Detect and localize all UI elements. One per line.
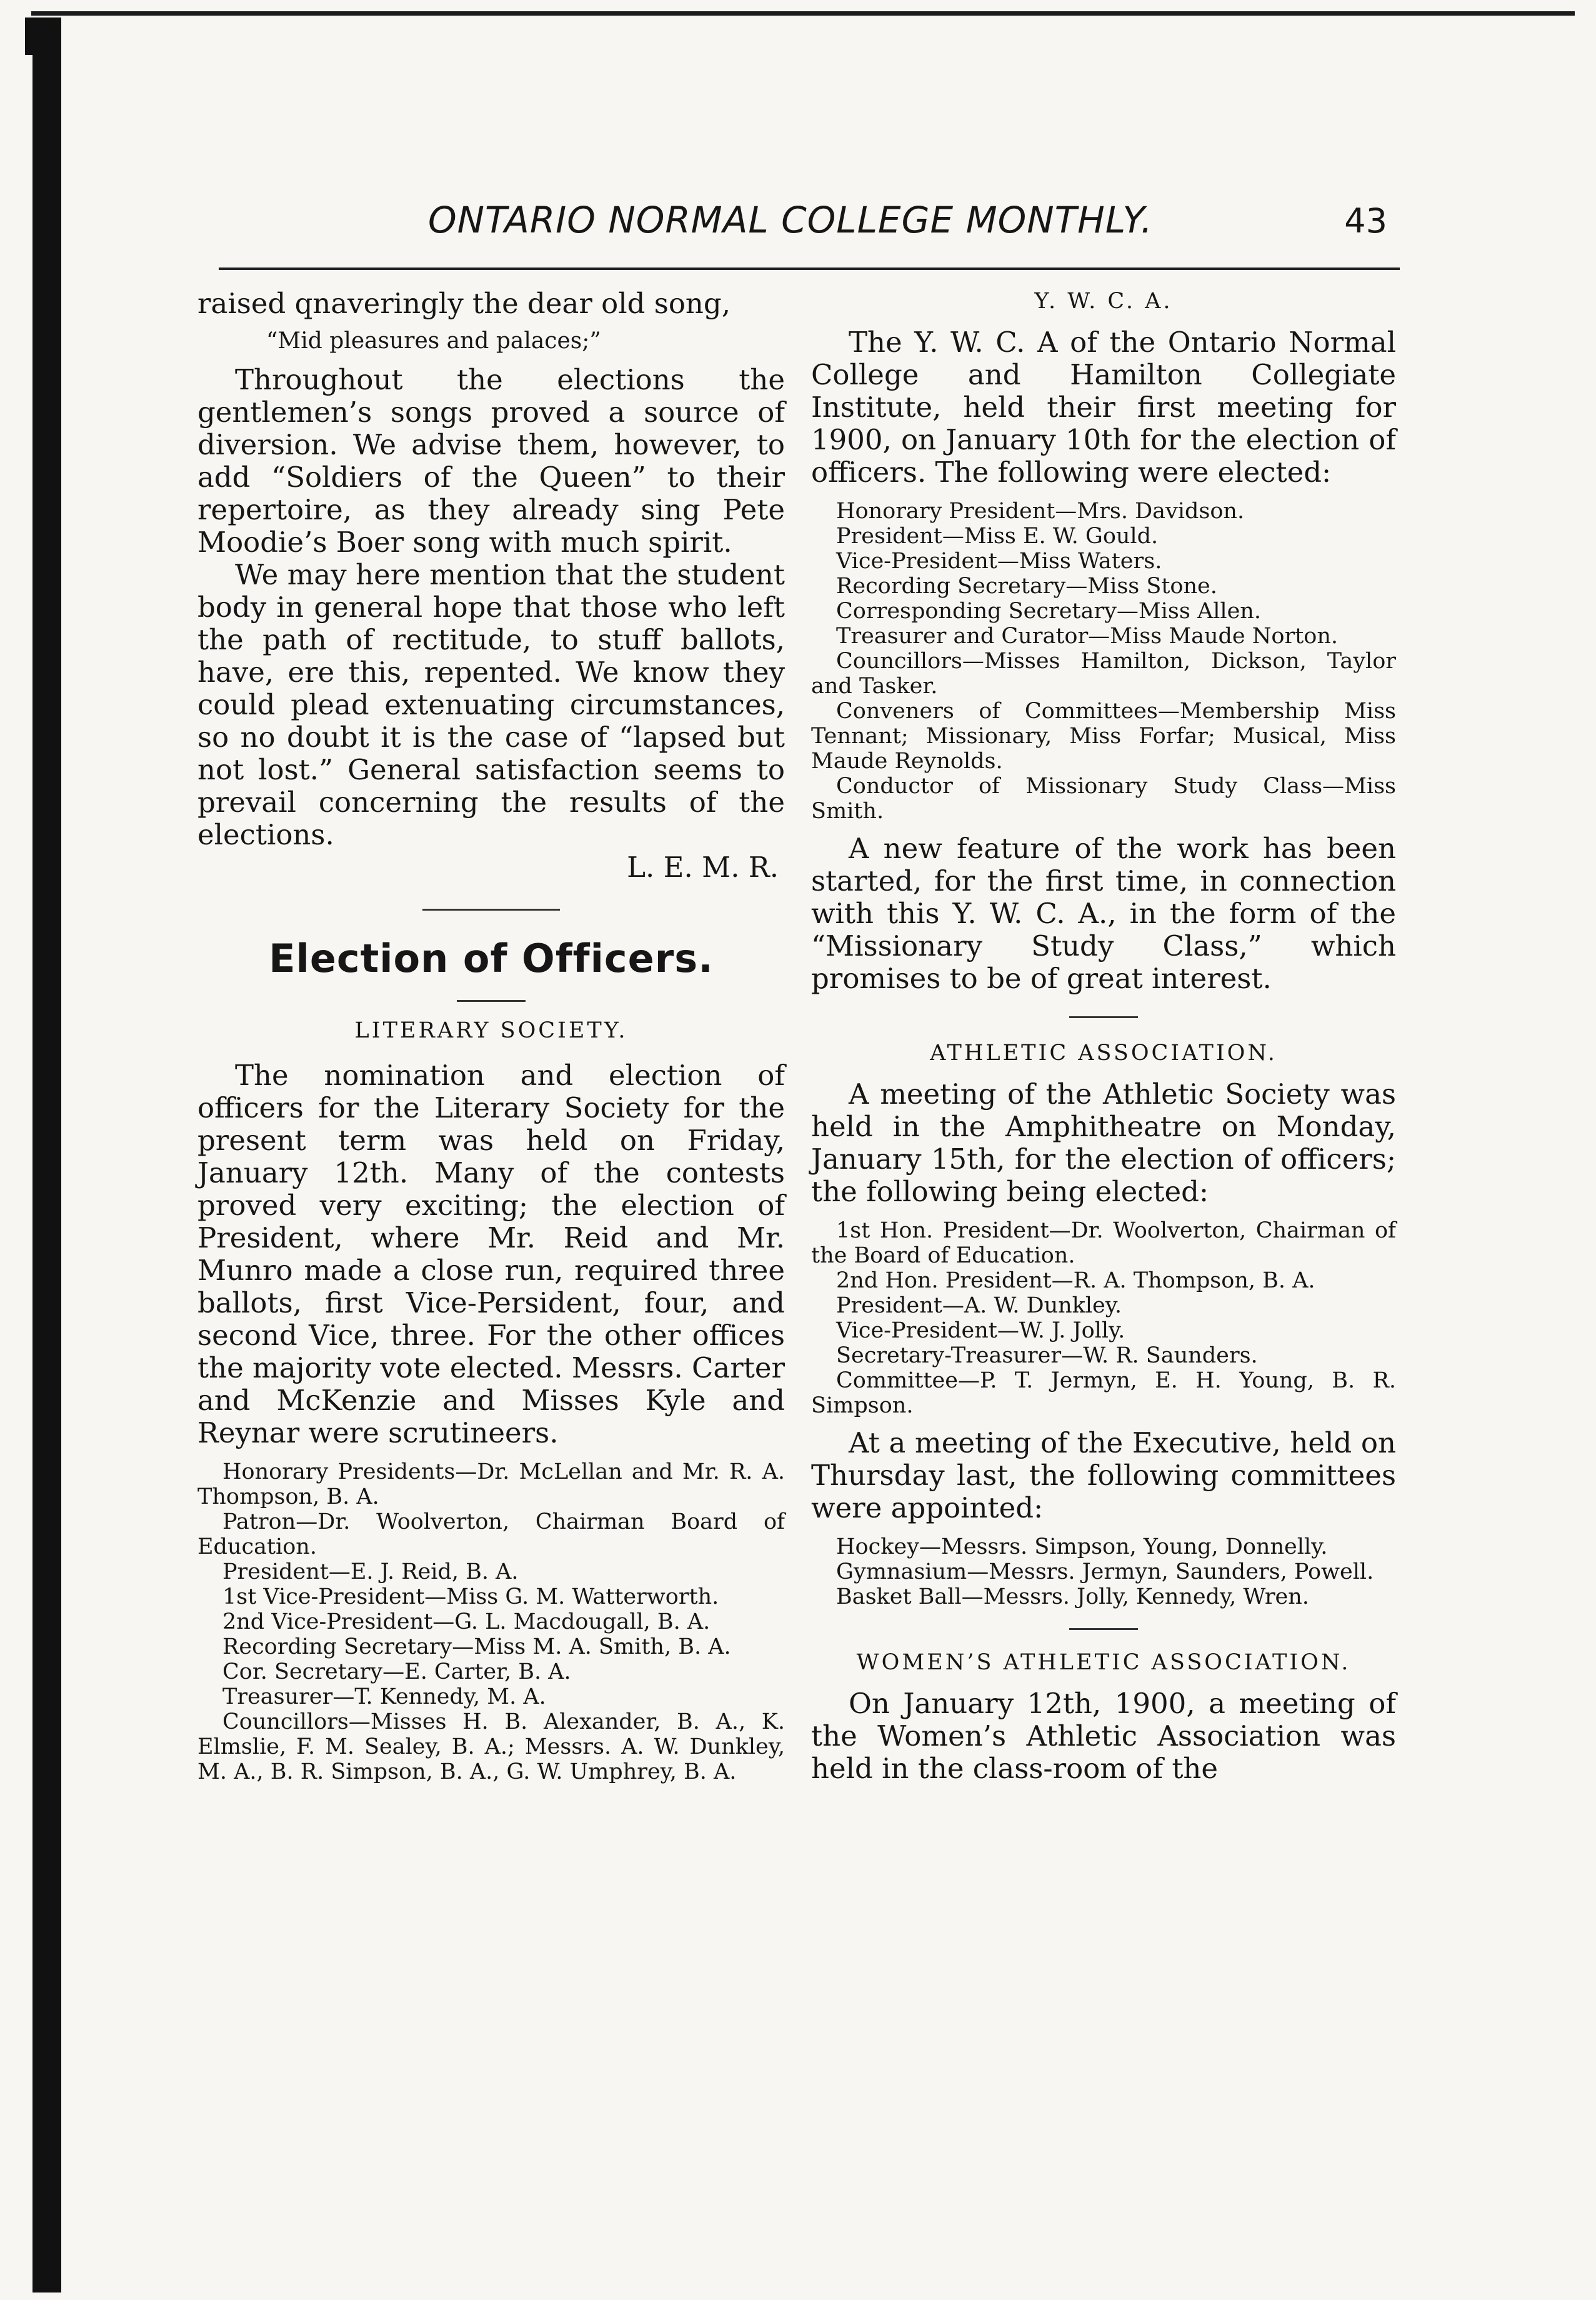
subsection-heading: ATHLETIC ASSOCIATION. (930, 1041, 1277, 1066)
list-item: President—Miss E. W. Gould. (836, 524, 1159, 549)
page-header (187, 199, 1406, 251)
paragraph: raised qnaveringly the dear old song, (197, 287, 731, 320)
paragraph: The nomination and election of officers for the Literary Society for the present term was held on Friday, January 12th. Many of the contests proved very exciting; the election of President, where Mr. Reid and Mr. Munro made a close run, required three ballots, first Vice-Persident, four, and second Vice, three. For the other offices the majority vote elected. Messrs. Carter and McKenzie and Misses Kyle and Reynar were scrutineers. (197, 1059, 785, 1449)
right-column (811, 288, 1396, 1785)
list-item: Corresponding Secretary—Miss Allen. (836, 599, 1261, 624)
list-item: Recording Secretary—Miss M. A. Smith, B. A. (222, 1634, 731, 1659)
paragraph: The Y. W. C. A of the Ontario Normal College and Hamilton Collegiate Institute, held their first meeting for 1900, on January 10th for the election of officers. The following were elected: (811, 326, 1396, 489)
list-item: Secretary-Treasurer—W. R. Saunders. (836, 1343, 1258, 1368)
officer-list (811, 499, 1396, 824)
list-item: Councillors—Misses Hamilton, Dickson, Taylor and Tasker. (811, 649, 1396, 699)
section-divider (422, 909, 560, 911)
list-item: Committee—P. T. Jermyn, E. H. Young, B. R. Simpson. (811, 1368, 1396, 1418)
list-item: President—E. J. Reid, B. A. (222, 1559, 519, 1584)
author-signature: L. E. M. R. (627, 851, 779, 884)
subsection-heading: Y. W. C. A. (1034, 289, 1173, 314)
list-item: Basket Ball—Messrs. Jolly, Kennedy, Wren. (836, 1584, 1309, 1609)
header-rule (219, 268, 1400, 270)
left-column (197, 288, 785, 1793)
short-divider (1069, 1628, 1138, 1630)
list-item: President—A. W. Dunkley. (836, 1293, 1122, 1318)
paragraph: A meeting of the Athletic Society was held in the Amphitheatre on Monday, January 15th, for the election of officers; the following being elected: (811, 1078, 1396, 1208)
list-item: Patron—Dr. Woolverton, Chairman Board of Education. (197, 1509, 785, 1559)
top-border-rule (31, 11, 1575, 16)
short-divider (457, 1000, 526, 1002)
list-item: Conductor of Missionary Study Class—Miss Smith. (811, 774, 1396, 824)
list-item: 2nd Hon. President—R. A. Thompson, B. A. (836, 1268, 1315, 1293)
list-item: Treasurer and Curator—Miss Maude Norton. (836, 624, 1338, 649)
list-item: 1st Hon. President—Dr. Woolverton, Chairman of the Board of Education. (811, 1218, 1396, 1268)
list-item: Conveners of Committees—Membership Miss Tennant; Missionary, Miss Forfar; Musical, Miss Maude Reynolds. (811, 699, 1396, 774)
list-item: 1st Vice-President—Miss G. M. Watterworth. (222, 1584, 719, 1609)
paragraph: Throughout the elections the gentlemen’s songs proved a source of diversion. We advise them, however, to add “Soldiers of the Queen” to their repertoire, as they already sing Pete Moodie’s Boer song with much spirit. (197, 363, 785, 559)
section-title: Election of Officers. (269, 936, 714, 981)
paragraph: At a meeting of the Executive, held on Thursday last, the following committees were appointed: (811, 1426, 1396, 1524)
list-item: Vice-President—Miss Waters. (836, 549, 1162, 574)
list-item: Honorary President—Mrs. Davidson. (836, 499, 1245, 524)
list-item: Cor. Secretary—E. Carter, B. A. (222, 1659, 571, 1684)
list-item: Recording Secretary—Miss Stone. (836, 574, 1217, 599)
song-quote: “Mid pleasures and palaces;” (266, 328, 601, 354)
committee-list (811, 1534, 1396, 1609)
officer-list (811, 1218, 1396, 1418)
list-item: Vice-President—W. J. Jolly. (836, 1318, 1125, 1343)
short-divider (1069, 1016, 1138, 1018)
list-item: Honorary Presidents—Dr. McLellan and Mr. R. A. Thompson, B. A. (197, 1459, 785, 1509)
list-item: Treasurer—T. Kennedy, M. A. (222, 1684, 546, 1709)
subsection-heading: WOMEN’S ATHLETIC ASSOCIATION. (856, 1650, 1351, 1675)
list-item: Councillors—Misses H. B. Alexander, B. A., K. Elmslie, F. M. Sealey, B. A.; Messrs. A. W. Dunkley, M. A., B. R. Simpson, B. A., G. W. Umphrey, B. A. (197, 1709, 785, 1784)
paragraph: We may here mention that the student body in general hope that those who left the path of rectitude, to stuff ballots, have, ere this, repented. We know they could plead extenuating circumstances, so no doubt it is the case of “lapsed but not lost.” General satisfaction seems to prevail concerning the results of the elections. (197, 558, 785, 851)
binding-edge (32, 18, 61, 2292)
list-item: Gymnasium—Messrs. Jermyn, Saunders, Powell. (836, 1559, 1374, 1584)
officer-list (197, 1459, 785, 1784)
paragraph: On January 12th, 1900, a meeting of the Women’s Athletic Association was held in the class-room of the (811, 1687, 1396, 1785)
subsection-heading: LITERARY SOCIETY. (354, 1018, 628, 1043)
paragraph: A new feature of the work has been started, for the first time, in connection with this Y. W. C. A., in the form of the “Missionary Study Class,” which promises to be of great interest. (811, 832, 1396, 995)
journal-title: ONTARIO NORMAL COLLEGE MONTHLY. (428, 199, 1153, 241)
list-item: 2nd Vice-President—G. L. Macdougall, B. A. (222, 1609, 711, 1634)
page-number: 43 (1344, 201, 1387, 241)
list-item: Hockey—Messrs. Simpson, Young, Donnelly. (836, 1534, 1328, 1559)
